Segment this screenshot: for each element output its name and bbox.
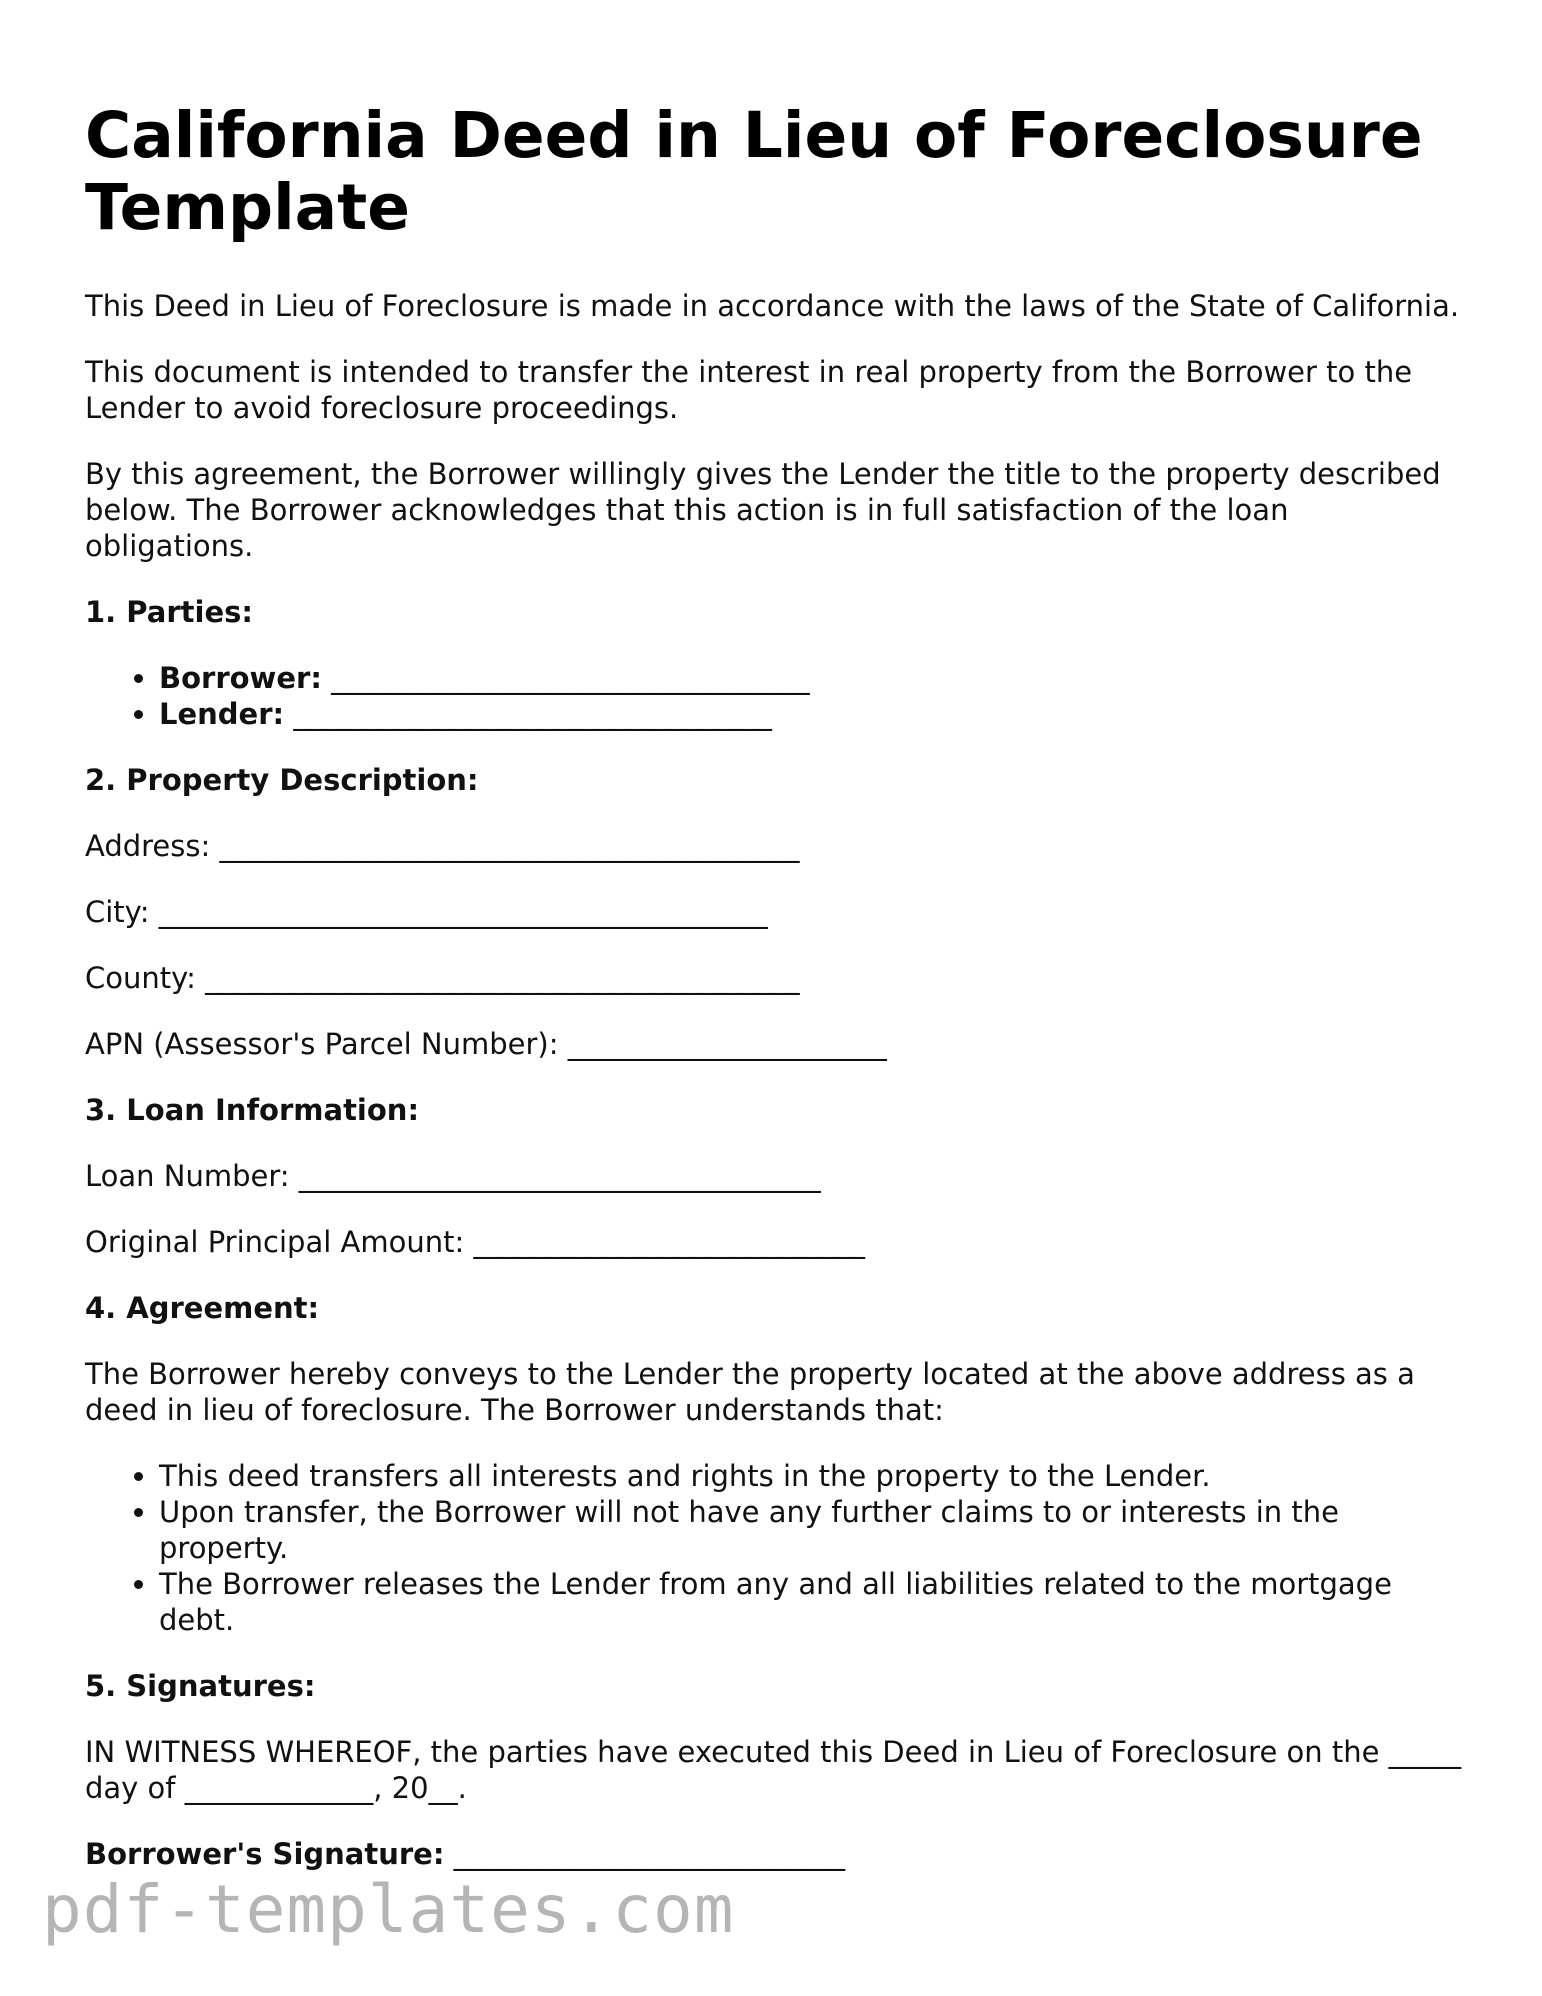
lender-field[interactable]: _________________________________	[293, 697, 772, 731]
witness-clause: IN WITNESS WHEREOF, the parties have executed this Deed in Lieu of Foreclosure on the _____ day of _____________, 20__.	[85, 1735, 1462, 1805]
agreement-item: • This deed transfers all interests and rights in the property to the Lender.	[159, 1458, 1465, 1494]
borrower-signature-label: Borrower's Signature:	[85, 1837, 445, 1871]
lender-item	[159, 696, 1465, 732]
borrower-label: Borrower:	[159, 661, 322, 695]
agreement-item: • Upon transfer, the Borrower will not have any further claims to or interests in the property.	[159, 1494, 1465, 1566]
agreement-heading: 4. Agreement:	[85, 1291, 320, 1325]
borrower-signature-field[interactable]: ___________________________	[453, 1837, 846, 1871]
document-page	[85, 100, 1465, 1902]
property-heading: 2. Property Description:	[85, 763, 479, 797]
parties-heading: 1. Parties:	[85, 595, 253, 629]
lender-label: Lender:	[159, 697, 285, 731]
signatures-heading: 5. Signatures:	[85, 1669, 316, 1703]
agreement-item: • The Borrower releases the Lender from any and all liabilities related to the mortgage debt.	[159, 1566, 1465, 1638]
borrower-item	[159, 660, 1465, 696]
borrower-field[interactable]: _________________________________	[331, 661, 810, 695]
loan-heading: 3. Loan Information:	[85, 1093, 420, 1127]
city-field[interactable]: City: __________________________________________	[85, 895, 768, 929]
county-field[interactable]: County: _________________________________________	[85, 961, 800, 995]
watermark: pdf-templates.com	[42, 1871, 735, 1948]
intro-paragraph-3: By this agreement, the Borrower willingly gives the Lender the title to the property described below. The Borrower acknowledges that this action is in full satisfaction of the loan obligations.	[85, 457, 1441, 563]
principal-amount-field[interactable]: Original Principal Amount: ___________________________	[85, 1225, 865, 1259]
address-field[interactable]: Address: ________________________________________	[85, 829, 800, 863]
agreement-text: The Borrower hereby conveys to the Lender the property located at the above address as a deed in lieu of foreclosure. The Borrower understands that:	[85, 1357, 1415, 1427]
intro-paragraph-1: This Deed in Lieu of Foreclosure is made in accordance with the laws of the State of California.	[85, 289, 1460, 323]
agreement-list	[85, 1458, 1465, 1638]
loan-number-field[interactable]: Loan Number: ____________________________________	[85, 1159, 821, 1193]
parties-list	[85, 660, 1465, 732]
apn-field[interactable]: APN (Assessor's Parcel Number): ______________________	[85, 1027, 887, 1061]
document-title: California Deed in Lieu of Foreclosure Template	[85, 99, 1423, 244]
borrower-signature-line	[85, 1836, 1465, 1872]
intro-paragraph-2: This document is intended to transfer the interest in real property from the Borrower to the Lender to avoid foreclosure proceedings.	[85, 355, 1413, 425]
